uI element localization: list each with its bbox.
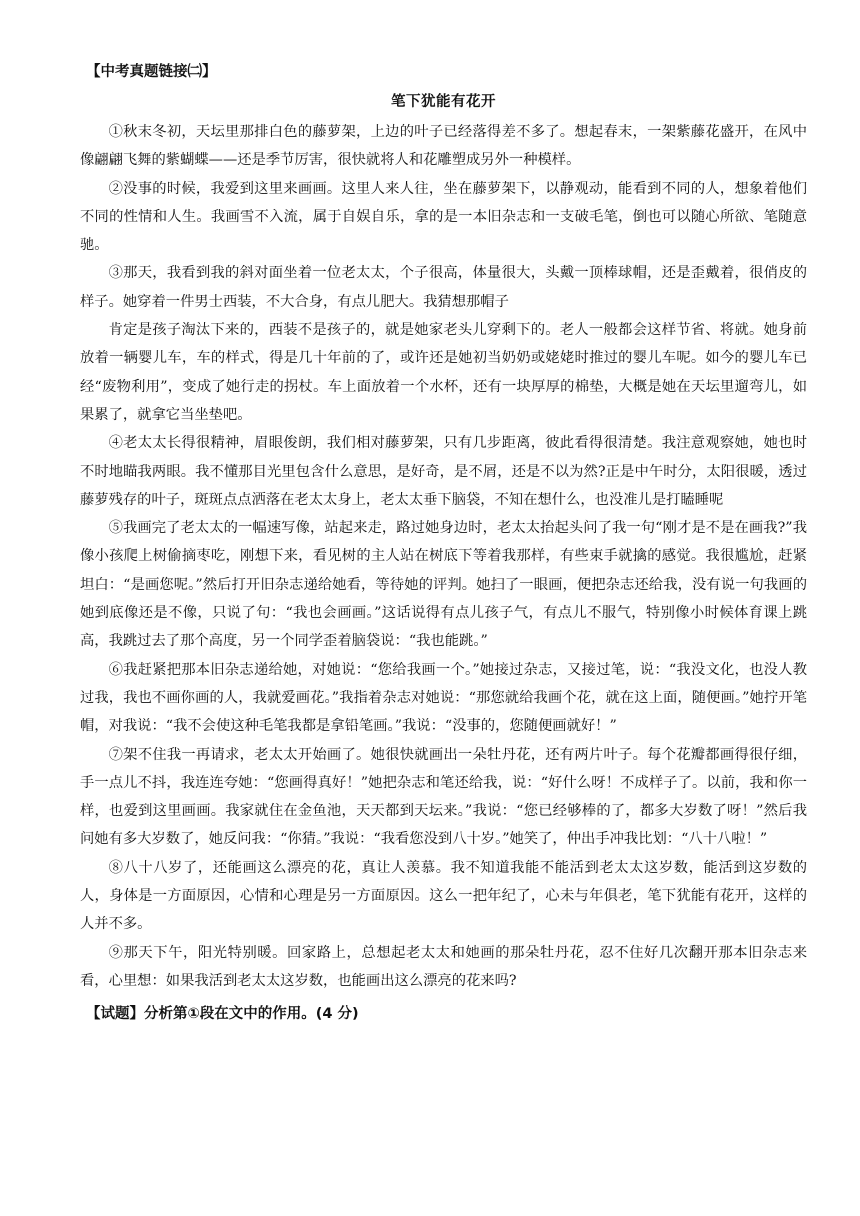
paragraph-7: ⑦架不住我一再请求，老太太开始画了。她很快就画出一朵牡丹花，还有两片叶子。每个花瓣都画得很仔细，手一点儿不抖，我连连夸她：“您画得真好！”她把杂志和笔还给我，说：“好什么呀！不成样子了。以前，我和你一样，也爱到这里画画。我家就住在金鱼池，天天都到天坛来。”我说：“您已经够棒的了，都多大岁数了呀！”然后我问她有多大岁数了，她反问我：“你猜。”我说：“我看您没到八十岁。”她笑了，仲出手冲我比划：“八十八啦！” <box>80 746 807 848</box>
document-page <box>80 58 807 1029</box>
section-heading: 【中考真题链接㈡】 <box>86 64 217 80</box>
paragraph-2: ②没事的时候，我爱到这里来画画。这里人来人往，坐在藤萝架下，以静观动，能看到不同的人，想象着他们不同的性情和人生。我画雪不入流，属于自娱自乐，拿的是一本旧杂志和一支破毛笔，倒也可以随心所欲、笔随意驰。 <box>80 180 807 254</box>
exam-question: 【试题】分析第①段在文中的作用。(4 分) <box>86 1006 359 1023</box>
paragraph-6: ⑥我赶紧把那本旧杂志递给她，对她说：“您给我画一个。”她接过杂志，又接过笔，说：“我没文化，也没人教过我，我也不画你画的人，我就爱画花。”我指着杂志对她说：“那您就给我画个花，就在这上面，随便画。”她拧开笔帽，对我说：“我不会使这种毛笔我都是拿铅笔画。”我说：“没事的，您随便画就好！” <box>80 661 807 735</box>
paragraph-4: ④老太太长得很精神，眉眼俊朗，我们相对藤萝架，只有几步距离，彼此看得很清楚。我注意观察她，她也时不时地瞄我两眼。我不懂那目光里包含什么意思，是好奇，是不屑，还是不以为然?正是中午时分，太阳很暖，透过藤萝残存的叶子，斑斑点点洒落在老太太身上，老太太垂下脑袋，不知在想什么，也没准儿是打瞌睡呢 <box>80 435 807 508</box>
paragraph-1: ①秋末冬初，天坛里那排白色的藤萝架，上边的叶子已经落得差不多了。想起春末，一架紫藤花盛开，在风中像翩翩飞舞的紫蝴蝶——还是季节厉害，很快就将人和花雕塑成另外一种模样。 <box>80 124 807 169</box>
paragraph-3: ③那天，我看到我的斜对面坐着一位老太太，个子很高，体量很大，头戴一顶棒球帽，还是歪戴着，很俏皮的样子。她穿着一件男士西装，不大合身，有点儿肥大。我猜想那帽子 <box>80 265 807 310</box>
paragraph-5: ⑤我画完了老太太的一幅速写像，站起来走，路过她身边时，老太太抬起头问了我一句“刚才是不是在画我?”我像小孩爬上树偷摘枣吃，刚想下来，看见树的主人站在树底下等着我那样，有些束手就擒的感觉。我很尴尬，赶紧坦白：“是画您呢。”然后打开旧杂志递给她看，等待她的评判。她扫了一眼画，便把杂志还给我，没有说一句我画的她到底像还是不像，只说了句：“我也会画画。”这话说得有点儿孩子气，有点儿不服气，特别像小时候体育课上跳高，我跳过去了那个高度，另一个同学歪着脑袋说：“我也能跳。” <box>80 520 807 650</box>
article-title: 笔下犹能有花开 <box>391 94 496 110</box>
paragraph-8: ⑧八十八岁了，还能画这么漂亮的花，真让人羡慕。我不知道我能不能活到老太太这岁数，能活到这岁数的人，身体是一方面原因，心情和心理是另一方面原因。这么一把年纪了，心未与年俱老，笔下犹能有花开，这样的人并不多。 <box>80 859 807 933</box>
paragraph-3-continued: 肯定是孩子淘汰下来的，西装不是孩子的，就是她家老头儿穿剩下的。老人一般都会这样节省、将就。她身前放着一辆婴儿车，车的样式，得是几十年前的了，或许还是她初当奶奶或姥姥时推过的婴儿车呢。如今的婴儿车已经“废物利用”，变成了她行走的拐杖。车上面放着一个水杯，还有一块厚厚的棉垫，大概是她在天坛里遛弯儿，如果累了，就拿它当坐垫吧。 <box>80 322 807 423</box>
paragraph-9: ⑨那天下午，阳光特别暖。回家路上，总想起老太太和她画的那朵牡丹花，忍不住好几次翻开那本旧杂志来看，心里想：如果我活到老太太这岁数，也能画出这么漂亮的花来吗? <box>80 944 807 989</box>
